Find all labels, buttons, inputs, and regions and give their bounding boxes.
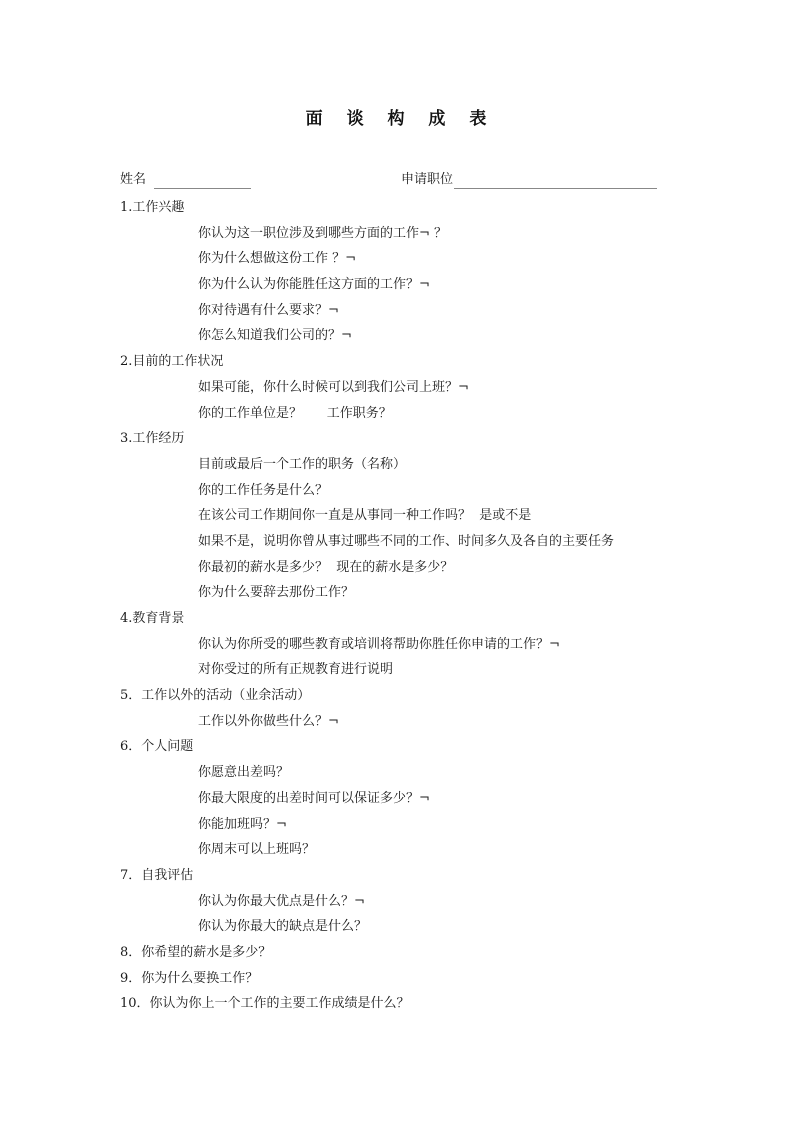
section-outside-activities [120,683,720,734]
section-achievements [120,991,720,1017]
question-item: 你认为这一职位涉及到哪些方面的工作¬ ？ [198,225,448,241]
question-item: 你最初的薪水是多少？ 现在的薪水是多少？ [198,559,454,575]
name-blank-line[interactable] [154,174,251,189]
section-heading: 9．你为什么要换工作？ [120,970,259,986]
section-expected-salary [120,940,720,966]
section-education [120,606,720,683]
applicant-fields [120,171,660,191]
question-item: 你周末可以上班吗？ [198,842,316,858]
name-field [120,171,251,189]
section-reason-change [120,966,720,992]
question-item: 你认为你最大的缺点是什么？ [198,919,368,935]
question-item: 如果可能，你什么时候可以到我们公司上班？¬ [198,379,469,395]
section-current-work [120,349,720,426]
question-item: 目前或最后一个工作的职务（名称） [198,456,407,472]
section-heading: 4.教育背景 [120,611,185,626]
question-item: 你能加班吗？¬ [198,816,287,832]
section-work-experience [120,426,720,606]
question-item: 你的工作单位是？ 工作职务？ [198,405,392,421]
section-personal [120,734,720,862]
question-item: 你为什么要辞去那份工作？ [198,585,355,601]
name-label: 姓名 [120,172,147,187]
section-heading: 10．你认为你上一个工作的主要工作成绩是什么？ [120,996,410,1012]
page-title: 面 谈 构 成 表 [305,109,496,129]
question-item: 你最大限度的出差时间可以保证多少？¬ [198,790,430,806]
position-field [401,171,657,189]
section-heading: 7．自我评估 [120,867,194,883]
section-heading: 6．个人问题 [120,739,194,755]
section-heading: 8．你希望的薪水是多少？ [120,944,272,960]
question-item: 对你受过的所有正规教育进行说明 [198,662,394,678]
question-item: 如果不是，说明你曾从事过哪些不同的工作、时间多久及各自的主要任务 [198,533,615,549]
question-item: 你的工作任务是什么？ [198,482,329,498]
section-work-interest [120,195,720,349]
position-blank-line[interactable] [454,174,657,189]
section-heading: 2.目前的工作状况 [120,354,224,370]
question-item: 工作以外你做些什么？¬ [198,713,339,729]
question-item: 你认为你最大优点是什么？¬ [198,893,365,909]
question-item: 你认为你所受的哪些教育或培训将帮助你胜任你申请的工作？¬ [198,636,560,652]
question-item: 你怎么知道我们公司的？¬ [198,328,352,344]
question-item: 你对待遇有什么要求？¬ [198,302,339,318]
position-label: 申请职位 [401,172,454,187]
question-list [120,195,720,1017]
question-item: 你为什么想做这份工作 ？¬ [198,251,357,267]
question-item: 你为什么认为你能胜任这方面的工作？¬ [198,277,430,293]
question-item: 你愿意出差吗？ [198,765,290,781]
section-self-assessment [120,863,720,940]
section-heading: 3.工作经历 [120,431,185,447]
section-heading: 1.工作兴趣 [120,200,185,215]
section-heading: 5．工作以外的活动（业余活动） [120,688,311,704]
question-item: 在该公司工作期间你一直是从事同一种工作吗？ 是或不是 [198,508,532,524]
